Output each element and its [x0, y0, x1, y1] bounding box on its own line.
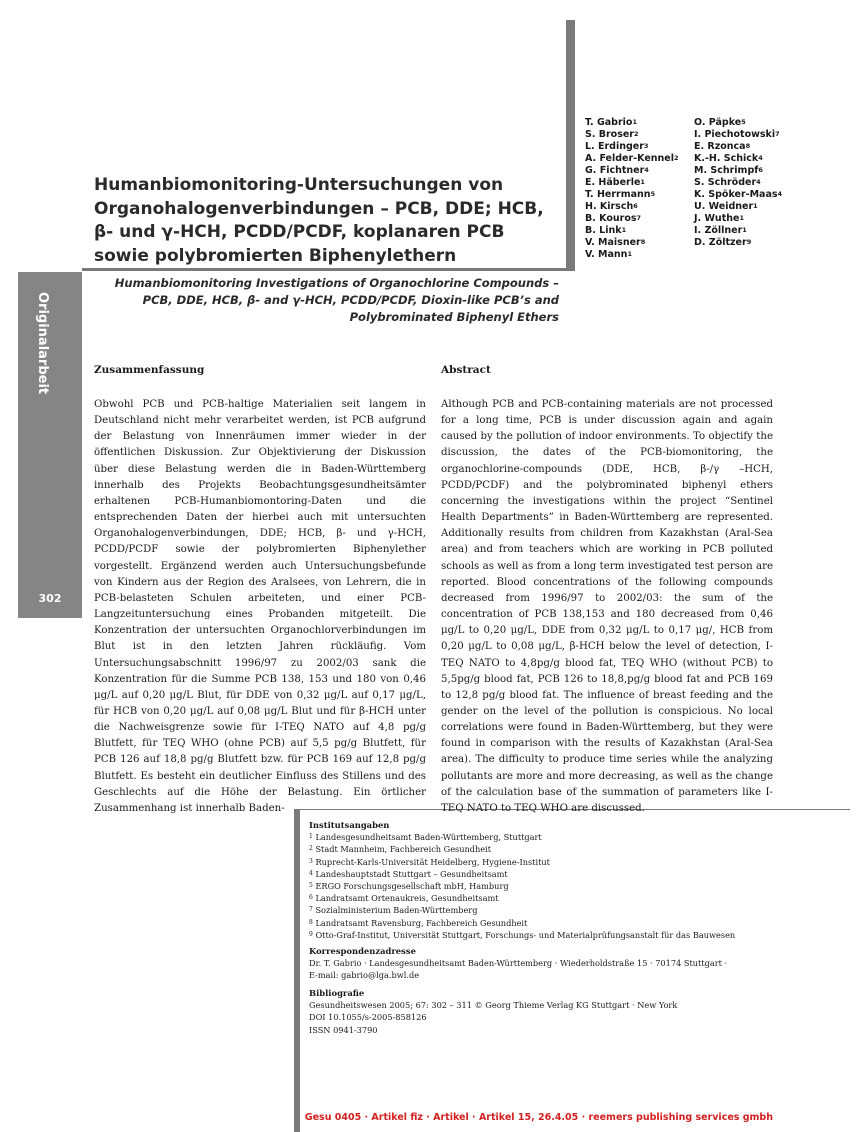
- author-affiliation-number: 9: [746, 238, 752, 246]
- author-name: M. Schrimpf: [694, 165, 759, 176]
- institution-item: [309, 917, 829, 929]
- title-underline-rule: [82, 268, 575, 271]
- author-affiliation-number: 2: [673, 154, 679, 162]
- institution-item: [309, 831, 829, 843]
- author-name: B. Link: [585, 225, 622, 236]
- author-item: [585, 117, 679, 129]
- title-english: Humanbiomonitoring Investigations of Organochlorine Compounds – PCB, DDE, HCB, β- and γ-HCH, PCDD/PCDF, Dioxin-like PCB’s and Polybrominated Biphenyl Ethers: [114, 276, 559, 324]
- author-name: T. Gabrio: [585, 117, 633, 128]
- author-affiliation-number: 5: [650, 190, 656, 198]
- institution-number: 3: [309, 857, 313, 865]
- author-item: [694, 177, 782, 189]
- correspondence-email: E-mail: gabrio@lga.bwl.de: [309, 970, 420, 981]
- info-vertical-rule: [294, 809, 300, 1132]
- institution-text: Ruprecht-Karls-Universität Heidelberg, Hygiene-Institut: [315, 856, 550, 867]
- institution-number: 1: [309, 833, 313, 841]
- institutions-heading: Institutsangaben: [309, 820, 390, 830]
- institution-item: [309, 892, 829, 904]
- author-affiliation-number: 4: [756, 178, 761, 186]
- institution-number: 6: [309, 894, 313, 902]
- author-item: [585, 201, 679, 213]
- bibliography-block: [309, 987, 829, 1036]
- author-affiliation-number: 1: [632, 118, 637, 126]
- institution-item: [309, 856, 829, 868]
- author-name: S. Broser: [585, 129, 634, 140]
- author-item: [694, 237, 782, 249]
- bibliography-heading: Bibliografie: [309, 988, 365, 998]
- author-affiliation-number: 4: [758, 154, 763, 162]
- author-affiliation-number: 2: [634, 130, 639, 138]
- author-name: E. Häberle: [585, 177, 641, 188]
- institution-item: [309, 929, 829, 941]
- correspondence-heading: Korrespondenzadresse: [309, 946, 416, 956]
- author-name: U. Weidner: [694, 201, 754, 212]
- author-name: J. Wuthe: [694, 213, 740, 224]
- author-item: [694, 213, 782, 225]
- author-affiliation-number: 1: [627, 250, 632, 258]
- institution-text: Stadt Mannheim, Fachbereich Gesundheit: [315, 844, 492, 855]
- author-item: [585, 165, 679, 177]
- author-item: [585, 249, 679, 261]
- institution-number: 2: [309, 845, 313, 853]
- author-name: B. Kouros: [585, 213, 637, 224]
- author-name: O. Päpke: [694, 117, 742, 128]
- author-item: [694, 189, 782, 201]
- author-affiliation-number: 5: [741, 118, 746, 126]
- institution-item: [309, 904, 829, 916]
- author-list-left: [585, 117, 679, 261]
- author-name: E. Rzonca: [694, 141, 746, 152]
- author-affiliation-number: 7: [775, 130, 780, 138]
- institution-text: Landesgesundheitsamt Baden-Württemberg, Stuttgart: [315, 832, 542, 843]
- abstract-heading: Abstract: [441, 364, 491, 376]
- author-name: I. Piechotowski: [694, 129, 776, 140]
- abstract-text: Although PCB and PCB-containing materials are not processed for a long time, PCB is under discussion again and again caused by the pollution of indoor environments. To objectify the discussion, the dates of the PCB-biomonitoring, the organochlorine-compounds (DDE, HCB, β-/γ –HCH, PCDD/PCDF) and the polybrominated biphenyl ethers concerning the investigations within the project “Sentinel Health Departments” in Baden-Württemberg are represented. Additionally results from children from Kazakhstan (Aral-Sea area) and from teachers which are working in PCB polluted schools as well as from a long term investigated test person are reported. Blood concentrations of the following compounds decreased from 1996/97 to 2002/03: the sum of the concentration of PCB 138,153 and 180 decreased from 0,46 μg/L to 0,20 μg/L, DDE from 0,32 μg/L to 0,17 μg/, HCB from 0,20 μg/L to 0,08 μg/L, β-HCH below the level of detection, I-TEQ NATO to 4,8pg/g blood fat, TEQ WHO (without PCB) to 5,5pg/g blood fat, PCB 126 to 18,8,pg/g blood fat and PCB 169 to 12,8 pg/g blood fat. The influence of breast feeding and the gender on the level of the pollution is conspicious. No local correlations were found in Baden-Württemberg, but they were found in comparison with the results of Kazakhstan (Aral-Sea area). The difficulty to produce time series while the analyzing pollutants are more and more decreasing, as well as the change of the calculation base of the summation of parameters like I-TEQ NATO to TEQ WHO are discussed.: [441, 399, 773, 814]
- author-affiliation-number: 4: [777, 190, 783, 198]
- top-vertical-rule: [566, 20, 575, 270]
- author-affiliation-number: 6: [633, 202, 638, 210]
- author-item: [585, 177, 679, 189]
- author-item: [585, 141, 679, 153]
- footer-production-line: Gesu 0405 · Artikel fiz · Artikel · Artikel 15, 26.4.05 · reemers publishing services gmbh: [304, 1112, 773, 1123]
- author-list-right: [694, 117, 782, 249]
- author-affiliation-number: 6: [758, 166, 763, 174]
- author-name: D. Zöltzer: [694, 237, 747, 248]
- author-item: [585, 153, 679, 165]
- institution-text: Landratsamt Ravensburg, Fachbereich Gesundheit: [315, 917, 528, 928]
- author-item: [585, 237, 679, 249]
- author-item: [694, 225, 782, 237]
- author-item: [585, 213, 679, 225]
- author-name: K. Spöker-Maas: [694, 189, 778, 200]
- author-name: T. Herrmann: [585, 189, 651, 200]
- institutions-block: [309, 819, 829, 941]
- bibliography-issn: ISSN 0941-3790: [309, 1024, 378, 1035]
- author-name: L. Erdinger: [585, 141, 644, 152]
- author-name: A. Felder-Kennel: [585, 153, 674, 164]
- institution-text: Landratsamt Ortenaukreis, Gesundheitsamt: [315, 893, 499, 904]
- title-german: Humanbiomonitoring-Untersuchungen von Organohalogenverbindungen – PCB, DDE; HCB, β- und γ-HCH, PCDD/PCDF, koplanaren PCB sowie polybromierten Biphenylethern: [94, 175, 544, 266]
- correspondence-line: Dr. T. Gabrio · Landesgesundheitsamt Baden-Württemberg · Wiederholdstraße 15 · 70174 Stuttgart ·: [309, 958, 728, 969]
- author-name: K.-H. Schick: [694, 153, 759, 164]
- author-affiliation-number: 7: [636, 214, 642, 222]
- author-item: [694, 141, 782, 153]
- institution-item: [309, 843, 829, 855]
- author-name: H. Kirsch: [585, 201, 634, 212]
- institution-number: 5: [309, 882, 313, 890]
- institution-number: 8: [309, 918, 313, 926]
- author-item: [694, 153, 782, 165]
- author-affiliation-number: 1: [753, 202, 758, 210]
- author-item: [585, 225, 679, 237]
- author-name: S. Schröder: [694, 177, 757, 188]
- institution-text: Landeshauptstadt Stuttgart – Gesundheitsamt: [315, 868, 508, 879]
- institution-number: 7: [309, 906, 313, 914]
- author-name: I. Zöllner: [694, 225, 743, 236]
- author-affiliation-number: 1: [739, 214, 744, 222]
- author-item: [585, 129, 679, 141]
- author-item: [585, 189, 679, 201]
- author-affiliation-number: 1: [640, 178, 645, 186]
- institution-item: [309, 880, 829, 892]
- author-affiliation-number: 8: [745, 142, 751, 150]
- author-name: V. Maisner: [585, 237, 641, 248]
- side-tab: [18, 272, 82, 618]
- institution-text: Otto-Graf-Institut, Universität Stuttgart, Forschungs- und Materialprüfungsanstalt für das Bauwesen: [315, 929, 736, 940]
- author-affiliation-number: 1: [621, 226, 627, 234]
- author-name: G. Fichtner: [585, 165, 645, 176]
- correspondence-block: [309, 945, 829, 982]
- author-name: V. Mann: [585, 249, 628, 260]
- institution-number: 9: [309, 930, 313, 938]
- author-affiliation-number: 1: [742, 226, 747, 234]
- summary-heading: Zusammenfassung: [94, 364, 205, 376]
- institution-item: [309, 868, 829, 880]
- page-number: 302: [38, 592, 62, 605]
- author-affiliation-number: 8: [640, 238, 646, 246]
- institutions-list: [309, 831, 829, 941]
- author-affiliation-number: 4: [644, 166, 649, 174]
- author-item: [694, 201, 782, 213]
- institution-text: ERGO Forschungsgesellschaft mbH, Hamburg: [315, 881, 509, 892]
- author-item: [694, 117, 782, 129]
- author-item: [694, 165, 782, 177]
- institution-number: 4: [309, 869, 313, 877]
- bibliography-doi: DOI 10.1055/s-2005-858126: [309, 1012, 427, 1023]
- author-affiliation-number: 3: [643, 142, 649, 150]
- institution-text: Sozialministerium Baden-Württemberg: [315, 905, 478, 916]
- bibliography-citation: Gesundheitswesen 2005; 67: 302 – 311 © Georg Thieme Verlag KG Stuttgart · New York: [309, 1000, 678, 1011]
- author-item: [694, 129, 782, 141]
- summary-text: Obwohl PCB und PCB-haltige Materialien seit langem in Deutschland nicht mehr verarbeitet werden, ist PCB aufgrund der Belastung von Innenräumen immer wieder in der öffentlichen Diskussion. Zur Objektivierung der Diskussion über diese Belastung werden die in Baden-Württemberg innerhalb des Projekts Beobachtungsgesundheitsämter erhaltenen PCB-Humanbiomontoring-Daten und die entsprechenden Daten der hierbei auch mit untersuchten Organohalogenverbindungen, DDE; HCB, β- und γ-HCH, PCDD/PCDF sowie der polybromierten Biphenylether vorgestellt. Ergänzend werden auch Untersuchungsbefunde von Kindern aus der Region des Aralsees, von Lehrern, die in PCB-belasteten Schulen arbeiteten, und einer PCB-Langzeituntersuchung eines Probanden mitgeteilt. Die Konzentration der untersuchten Organochlorverbindungen im Blut ist in den letzten Jahren rückläufig. Vom Untersuchungsabschnitt 1996/97 zu 2002/03 sank die Konzentration für die Summe PCB 138, 153 und 180 von 0,46 μg/L auf 0,20 μg/L Blut, für DDE von 0,32 μg/L auf 0,17 μg/L, für HCB von 0,20 μg/L auf 0,08 μg/L Blut und für β-HCH unter die Nachweisgrenze sowie für I-TEQ NATO auf 4,8 pg/g Blutfett, für TEQ WHO (ohne PCB) auf 5,5 pg/g Blutfett, für PCB 126 auf 18,8 pg/g Blutfett bzw. für PCB 169 auf 12,8 pg/g Blutfett. Es besteht ein deutlicher Einfluss des Stillens und des Geschlechts auf die Höhe der Belastung. Ein örtlicher Zusammenhang ist innerhalb Baden-: [94, 399, 426, 814]
